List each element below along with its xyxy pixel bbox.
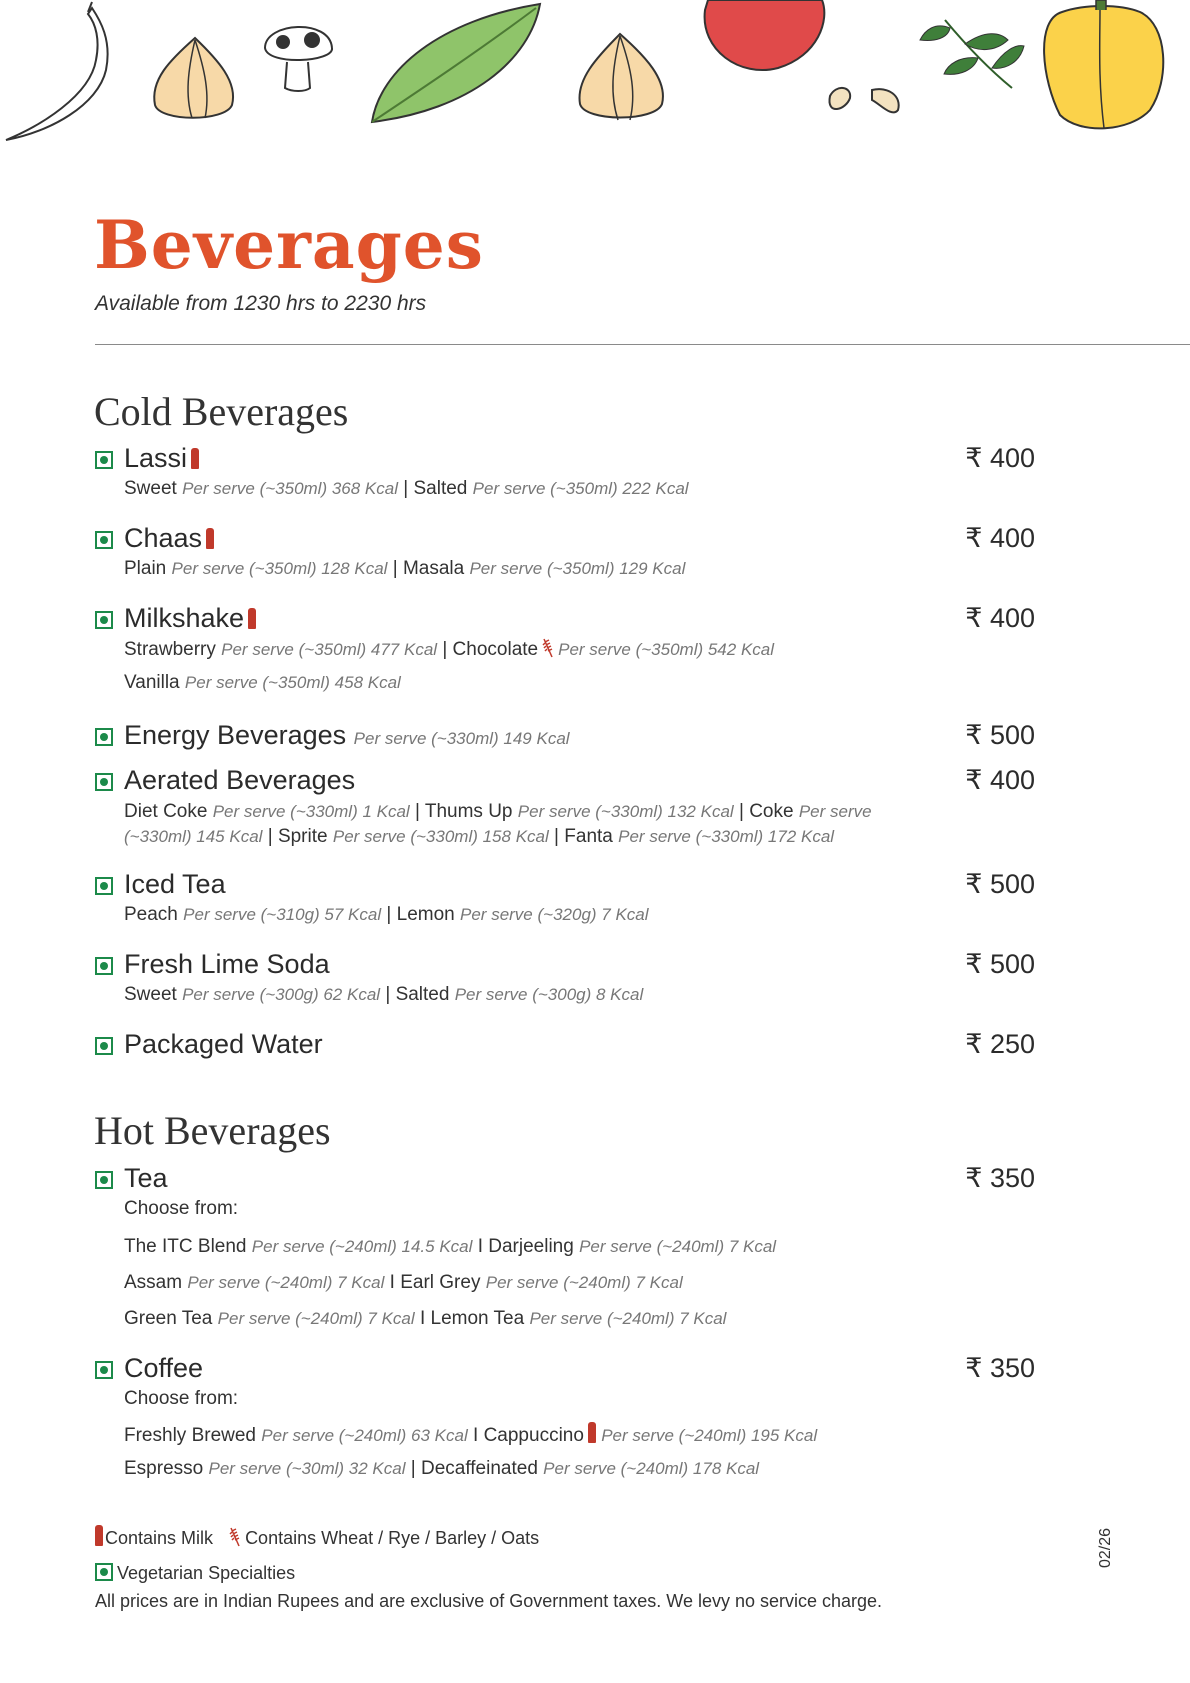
variant-line: Assam Per serve (~240ml) 7 Kcal I Earl Grey Per serve (~240ml) 7 Kcal — [124, 1272, 683, 1293]
divider — [95, 344, 1190, 345]
tomato-icon — [705, 0, 825, 70]
legend-allergens — [95, 1525, 539, 1549]
milk-bottle-icon — [248, 608, 256, 629]
variant-name: Lemon — [396, 904, 455, 925]
variant-detail: Per serve (~350ml) 477 Kcal — [221, 640, 438, 659]
item-detail: Per serve (~330ml) 149 Kcal — [353, 729, 570, 748]
variant-line: Sweet Per serve (~300g) 62 Kcal | Salted Per serve (~300g) 8 Kcal — [124, 984, 644, 1005]
variant-detail: Per serve (~350ml) 128 Kcal — [171, 559, 388, 578]
menu-item-packaged-water — [95, 1029, 1035, 1063]
variant-detail: Per serve (~350ml) 458 Kcal — [184, 673, 401, 692]
veg-mark-icon — [95, 1563, 113, 1581]
item-name: Iced Tea — [124, 869, 226, 899]
menu-item-chaas — [95, 523, 1035, 581]
section-title-hot: Hot Beverages — [94, 1108, 331, 1153]
variant-name: Freshly Brewed — [124, 1425, 256, 1446]
wheat-icon — [228, 1526, 242, 1548]
variant-name: Strawberry — [124, 639, 216, 660]
variant-line: Green Tea Per serve (~240ml) 7 Kcal I Lemon Tea Per serve (~240ml) 7 Kcal — [124, 1308, 727, 1329]
variant-detail: Per serve (~240ml) 7 Kcal — [217, 1309, 415, 1328]
variant-line: Diet Coke Per serve (~330ml) 1 Kcal | Thums Up Per serve (~330ml) 132 Kcal | Coke Per serve (~330ml) 145 Kcal | Sprite Per serve (~330ml) 158 Kcal | Fanta Per serve (~330ml) 172 Kcal — [124, 801, 872, 847]
item-name: Coffee — [124, 1353, 204, 1383]
item-name: Chaas — [124, 523, 203, 553]
item-price: ₹ 400 — [965, 603, 1035, 633]
variant-name: Earl Grey — [400, 1272, 481, 1293]
item-price: ₹ 400 — [965, 443, 1035, 473]
item-name: Aerated Beverages — [124, 765, 356, 795]
variant-line: Peach Per serve (~310g) 57 Kcal | Lemon Per serve (~320g) 7 Kcal — [124, 904, 649, 925]
item-price: ₹ 400 — [965, 765, 1035, 795]
variant-detail: Per serve (~330ml) 158 Kcal — [332, 827, 549, 846]
menu-item-energy-beverages — [95, 720, 1035, 754]
item-price: ₹ 350 — [965, 1353, 1035, 1383]
veg-mark-icon — [95, 773, 113, 791]
variant-name: Masala — [402, 558, 465, 579]
variant-detail: Per serve (~240ml) 7 Kcal — [485, 1273, 683, 1292]
variant-detail: Per serve (~240ml) 14.5 Kcal — [251, 1237, 473, 1256]
variant-name: Lemon Tea — [430, 1308, 525, 1329]
bell-pepper-icon — [1044, 0, 1163, 128]
veg-mark-icon — [95, 728, 113, 746]
veg-mark-icon — [95, 877, 113, 895]
variant-name: Sweet — [124, 984, 177, 1005]
veg-mark-icon — [95, 611, 113, 629]
variant-line: Sweet Per serve (~350ml) 368 Kcal | Salted Per serve (~350ml) 222 Kcal — [124, 478, 689, 499]
variant-name: Salted — [413, 478, 468, 499]
milk-bottle-icon — [588, 1422, 596, 1443]
mushroom-icon — [265, 27, 332, 91]
variant-name: Coke — [749, 801, 794, 822]
item-name: Lassi — [124, 443, 188, 473]
legend-veg — [95, 1561, 295, 1584]
variant-detail: Per serve (~30ml) 32 Kcal — [208, 1459, 406, 1478]
item-name: Fresh Lime Soda — [124, 949, 330, 979]
chili-icon — [6, 2, 108, 140]
item-price: ₹ 500 — [965, 949, 1035, 979]
variant-line: Plain Per serve (~350ml) 128 Kcal | Masala Per serve (~350ml) 129 Kcal — [124, 558, 686, 579]
leaf-icon — [372, 4, 540, 122]
section-title-cold: Cold Beverages — [94, 389, 349, 434]
herb-sprig-icon — [920, 20, 1024, 88]
veg-mark-icon — [95, 451, 113, 469]
variant-name: Plain — [124, 558, 167, 579]
variant-name: Assam — [124, 1272, 183, 1293]
page-title: Beverages — [94, 206, 484, 284]
vegetable-illustrations — [0, 0, 1190, 150]
menu-item-lassi — [95, 443, 1035, 501]
variant-line — [124, 671, 1035, 695]
milk-bottle-icon — [95, 1525, 103, 1546]
variant-name: The ITC Blend — [124, 1236, 247, 1257]
item-name: Milkshake — [124, 603, 245, 633]
variant-detail: Per serve (~300g) 8 Kcal — [454, 985, 644, 1004]
legend-wheat: Contains Wheat / Rye / Barley / Oats — [245, 1528, 540, 1548]
variant-detail: Per serve (~330ml) 145 Kcal — [124, 802, 872, 846]
variant-detail: Per serve (~240ml) 7 Kcal — [529, 1309, 727, 1328]
variant-name: Salted — [395, 984, 450, 1005]
variant-name: Sprite — [277, 826, 328, 847]
menu-item-milkshake — [95, 603, 1035, 695]
variant-detail: Per serve (~240ml) 63 Kcal — [261, 1426, 468, 1445]
legend-veg-label: Vegetarian Specialties — [117, 1563, 296, 1583]
variant-detail: Per serve (~350ml) 368 Kcal — [182, 479, 398, 498]
variant-name: Diet Coke — [124, 801, 208, 822]
variant-line: The ITC Blend Per serve (~240ml) 14.5 Kcal I Darjeeling Per serve (~240ml) 7 Kcal — [124, 1236, 777, 1257]
item-price: ₹ 250 — [965, 1029, 1035, 1059]
variant-detail: Per serve (~350ml) 542 Kcal — [558, 640, 775, 659]
veg-mark-icon — [95, 531, 113, 549]
variant-line: Espresso Per serve (~30ml) 32 Kcal | Decaffeinated Per serve (~240ml) 178 Kcal — [124, 1458, 760, 1479]
veg-mark-icon — [95, 1171, 113, 1189]
veg-mark-icon — [95, 1037, 113, 1055]
legend-milk: Contains Milk — [105, 1528, 214, 1548]
variant-name: Fanta — [564, 826, 613, 847]
variant-detail: Per serve (~310g) 57 Kcal — [183, 905, 382, 924]
choose-from-label: Choose from: — [124, 1388, 239, 1409]
garlic-icon — [154, 38, 233, 118]
item-price: ₹ 350 — [965, 1163, 1035, 1193]
variant-name: Decaffeinated — [420, 1458, 538, 1479]
variant-detail: Per serve (~320g) 7 Kcal — [460, 905, 649, 924]
item-price: ₹ 500 — [965, 720, 1035, 750]
garlic-icon — [579, 34, 662, 120]
variant-line: Strawberry Per serve (~350ml) 477 Kcal | Chocolate Per serve (~350ml) 542 Kcal — [124, 639, 775, 660]
milk-bottle-icon — [206, 528, 214, 549]
choose-from-label: Choose from: — [124, 1198, 239, 1219]
item-price: ₹ 400 — [965, 523, 1035, 553]
variant-detail: Per serve (~330ml) 172 Kcal — [618, 827, 835, 846]
variant-name: Sweet — [124, 478, 177, 499]
variant-detail: Per serve (~240ml) 7 Kcal — [579, 1237, 777, 1256]
variant-name: Vanilla — [124, 672, 180, 693]
variant-detail: Per serve (~350ml) 222 Kcal — [472, 479, 689, 498]
item-name: Energy Beverages — [124, 720, 347, 750]
variant-detail: Per serve (~300g) 62 Kcal — [182, 985, 381, 1004]
variant-name: Thums Up — [424, 801, 513, 822]
variant-name: Chocolate — [452, 639, 539, 660]
menu-item-aerated-beverages — [95, 765, 1035, 849]
menu-item-tea — [95, 1163, 1035, 1331]
variant-name: Peach — [124, 904, 178, 925]
variant-name: Darjeeling — [488, 1236, 574, 1257]
menu-item-iced-tea — [95, 869, 1035, 927]
veg-mark-icon — [95, 1361, 113, 1379]
variant-line: Freshly Brewed Per serve (~240ml) 63 Kcal I Cappuccino Per serve (~240ml) 195 Kcal — [124, 1422, 1035, 1446]
milk-bottle-icon — [191, 448, 199, 469]
variant-detail: Per serve (~240ml) 7 Kcal — [187, 1273, 385, 1292]
menu-item-fresh-lime-soda — [95, 949, 1035, 1007]
wheat-icon — [541, 637, 555, 659]
variant-name: Green Tea — [124, 1308, 213, 1329]
menu-item-coffee — [95, 1353, 1035, 1481]
cashew-icon — [829, 88, 898, 112]
availability-hours: Available from 1230 hrs to 2230 hrs — [95, 292, 427, 315]
page-number: 02/26 — [1097, 1527, 1114, 1568]
veg-mark-icon — [95, 957, 113, 975]
item-name: Tea — [124, 1163, 168, 1193]
variant-name: Espresso — [124, 1458, 204, 1479]
variant-detail: Per serve (~330ml) 1 Kcal — [212, 802, 410, 821]
variant-detail: Per serve (~330ml) 132 Kcal — [517, 802, 734, 821]
variant-detail: Per serve (~240ml) 195 Kcal — [601, 1426, 818, 1445]
variant-detail: Per serve (~240ml) 178 Kcal — [543, 1459, 760, 1478]
price-note: All prices are in Indian Rupees and are exclusive of Government taxes. We levy no service charge. — [95, 1591, 883, 1611]
variant-detail: Per serve (~350ml) 129 Kcal — [469, 559, 686, 578]
variant-name: Cappuccino — [483, 1425, 584, 1446]
item-price: ₹ 500 — [965, 869, 1035, 899]
item-name: Packaged Water — [124, 1029, 323, 1059]
